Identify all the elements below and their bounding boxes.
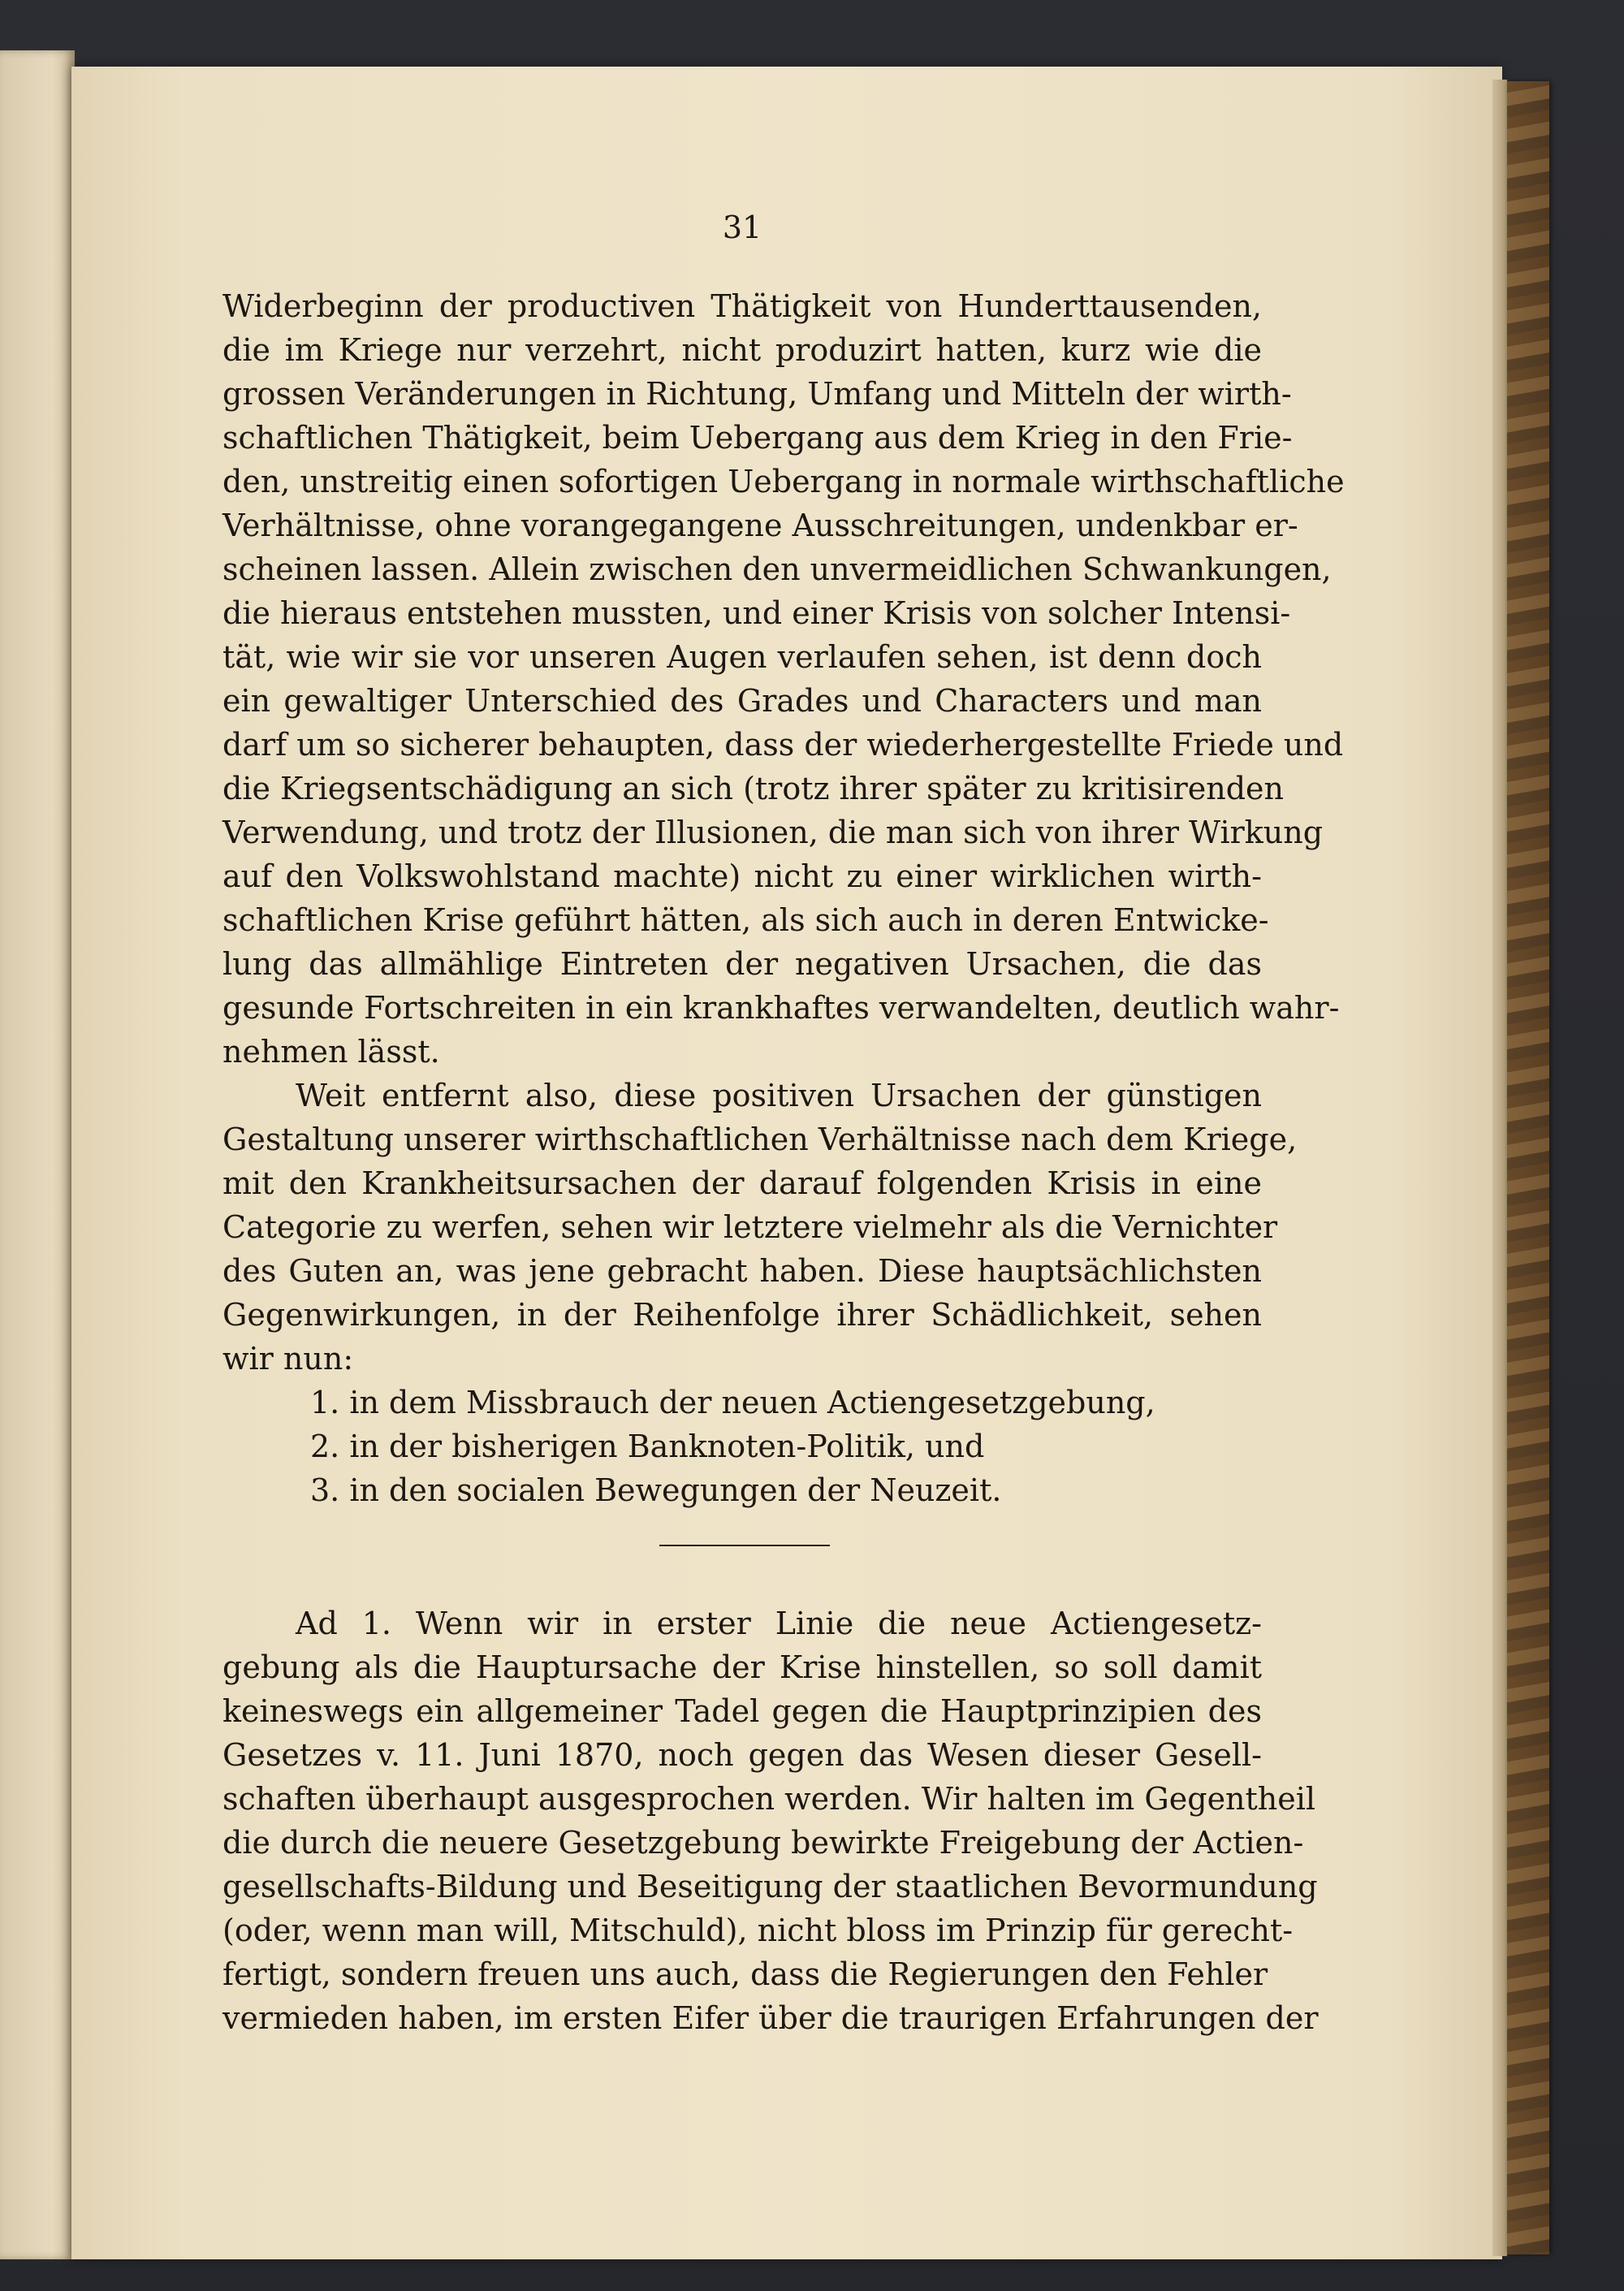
- text-line: Verhältnisse, ohne vorangegangene Ausschreitungen, undenkbar er-: [222, 508, 1298, 543]
- text-line: ein gewaltiger Unterschied des Grades und Characters und man: [222, 683, 1262, 719]
- text-line: vermieden haben, im ersten Eifer über die traurigen Erfahrungen der: [222, 2000, 1319, 2036]
- page-number: 31: [722, 210, 762, 245]
- list-item: 3. in den socialen Bewegungen der Neuzeit.: [310, 1472, 1002, 1508]
- text-line: scheinen lassen. Allein zwischen den unvermeidlichen Schwankungen,: [222, 551, 1332, 587]
- text-line: Gestaltung unserer wirthschaftlichen Verhältnisse nach dem Kriege,: [222, 1122, 1298, 1157]
- text-line: fertigt, sondern freuen uns auch, dass die Regierungen den Fehler: [222, 1956, 1268, 1992]
- text-line: (oder, wenn man will, Mitschuld), nicht bloss im Prinzip für gerecht-: [222, 1913, 1294, 1948]
- text-line: des Guten an, was jene gebracht haben. Diese hauptsächlichsten: [222, 1253, 1262, 1289]
- marbled-cover: [1507, 81, 1549, 2254]
- text-line: darf um so sicherer behaupten, dass der wiederhergestellte Friede und: [222, 727, 1344, 763]
- text-line: keineswegs ein allgemeiner Tadel gegen die Hauptprinzipien des: [222, 1693, 1262, 1729]
- text-line: lung das allmählige Eintreten der negativen Ursachen, die das: [222, 946, 1262, 982]
- page-stack-edge: [1492, 80, 1507, 2256]
- text-line: tät, wie wir sie vor unseren Augen verlaufen sehen, ist denn doch: [222, 639, 1262, 675]
- text-line: gebung als die Hauptursache der Krise hinstellen, so soll damit: [222, 1649, 1262, 1685]
- section-divider: [659, 1545, 830, 1546]
- text-line: auf den Volkswohlstand machte) nicht zu einer wirklichen wirth-: [222, 858, 1262, 894]
- text-line: schaftlichen Krise geführt hätten, als sich auch in deren Entwicke-: [222, 902, 1269, 938]
- text-line: schaftlichen Thätigkeit, beim Uebergang aus dem Krieg in den Frie-: [222, 420, 1293, 456]
- text-line: nehmen lässt.: [222, 1034, 440, 1070]
- text-line: den, unstreitig einen sofortigen Uebergang in normale wirthschaftliche: [222, 464, 1345, 499]
- list-item: 2. in der bisherigen Banknoten-Politik, und: [310, 1429, 985, 1464]
- text-line: Widerbeginn der productiven Thätigkeit von Hunderttausenden,: [222, 288, 1262, 324]
- text-line: die hieraus entstehen mussten, und einer Krisis von solcher Intensi-: [222, 595, 1291, 631]
- text-line: gesunde Fortschreiten in ein krankhaftes verwandelten, deutlich wahr-: [222, 990, 1340, 1026]
- text-line: Ad 1. Wenn wir in erster Linie die neue Actiengesetz-: [296, 1606, 1262, 1641]
- list-item: 1. in dem Missbrauch der neuen Actiengesetzgebung,: [310, 1385, 1155, 1420]
- text-line: gesellschafts-Bildung und Beseitigung der staatlichen Bevormundung: [222, 1869, 1318, 1904]
- text-line: die Kriegsentschädigung an sich (trotz ihrer später zu kritisirenden: [222, 771, 1284, 806]
- text-line: wir nun:: [222, 1341, 354, 1377]
- facing-page-edge: [0, 50, 75, 2259]
- text-line: Gegenwirkungen, in der Reihenfolge ihrer Schädlichkeit, sehen: [222, 1297, 1262, 1333]
- text-line: Weit entfernt also, diese positiven Ursachen der günstigen: [296, 1078, 1262, 1113]
- text-line: Gesetzes v. 11. Juni 1870, noch gegen das Wesen dieser Gesell-: [222, 1737, 1262, 1773]
- text-line: mit den Krankheitsursachen der darauf folgenden Krisis in eine: [222, 1165, 1262, 1201]
- text-line: Categorie zu werfen, sehen wir letztere vielmehr als die Vernichter: [222, 1209, 1278, 1245]
- text-line: schaften überhaupt ausgesprochen werden. Wir halten im Gegentheil: [222, 1781, 1316, 1817]
- text-line: grossen Veränderungen in Richtung, Umfang und Mitteln der wirth-: [222, 376, 1292, 412]
- text-line: die durch die neuere Gesetzgebung bewirkte Freigebung der Actien-: [222, 1825, 1304, 1861]
- text-line: die im Kriege nur verzehrt, nicht produzirt hatten, kurz wie die: [222, 332, 1262, 368]
- text-line: Verwendung, und trotz der Illusionen, die man sich von ihrer Wirkung: [222, 815, 1324, 850]
